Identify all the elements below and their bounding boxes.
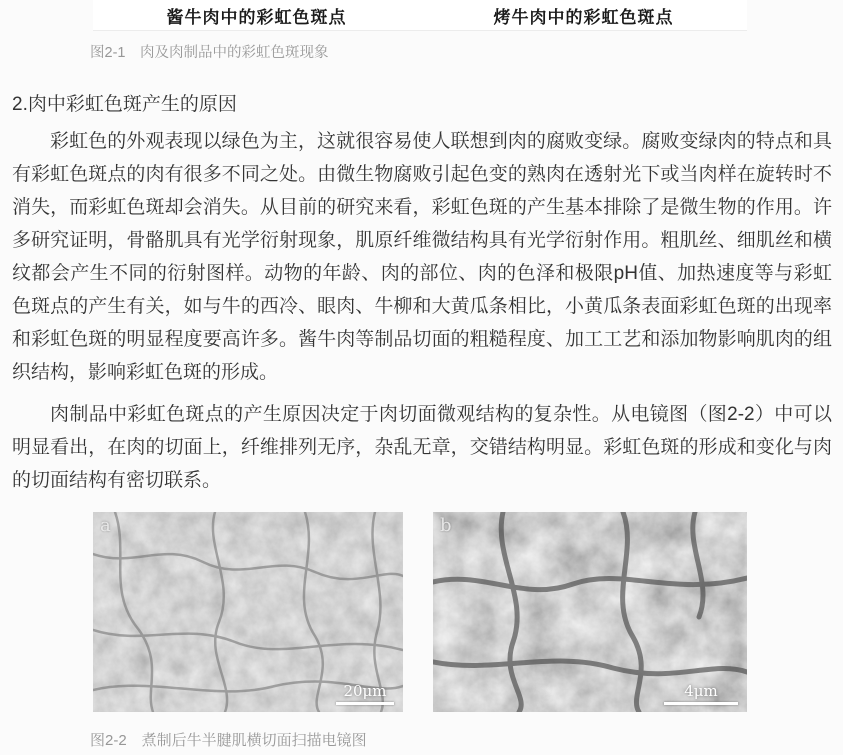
figure-2-2 [93,512,747,712]
figure-2-1-right-panel [420,0,747,30]
sem-image-a [93,512,403,712]
scale-indicator-a [336,683,394,705]
sem-image-b [433,512,747,712]
paragraph-1: 彩虹色的外观表现以绿色为主，这就很容易使人联想到肉的腐败变绿。腐败变绿肉的特点和具有彩虹色斑点的肉有很多不同之处。由微生物腐败引起色变的熟肉在透射光下或当肉样在旋转时不消失，而彩虹色斑却会消失。从目前的研究来看，彩虹色斑的产生基本排除了是微生物的作用。许多研究证明，骨骼肌具有光学衍射现象，肌原纤维微结构具有光学衍射作用。粗肌丝、细肌丝和横纹都会产生不同的衍射图样。动物的年龄、肉的部位、肉的色泽和极限pH值、加热速度等与彩虹色斑点的产生有关，如与牛的西冷、眼肉、牛柳和大黄瓜条相比，小黄瓜条表面彩虹色斑的出现率和彩虹色斑的明显程度要高许多。酱牛肉等制品切面的粗糙程度、加工工艺和添加物影响肌肉的组织结构，影响彩虹色斑的形成。 [12,131,832,383]
sem-panel-letter-b: b [440,515,452,536]
figure-2-2-caption: 图2-2 煮制后牛半腱肌横切面扫描电镜图 [90,732,367,749]
figure-2-1-photo-strip [93,0,747,31]
paragraph-2: 肉制品中彩虹色斑点的产生原因决定于肉切面微观结构的复杂性。从电镜图（图2-2）中可以明显看出，在肉的切面上，纤维排列无序，杂乱无章，交错结构明显。彩虹色斑的形成和变化与肉的切面结构有密切联系。 [12,404,832,491]
figure-2-1-caption: 图2-1 肉及肉制品中的彩虹色斑现象 [90,45,329,61]
scale-indicator-b [664,683,738,705]
scale-bar-b [664,702,738,705]
scale-bar-a [336,702,394,705]
section-heading: 2.肉中彩虹色斑产生的原因 [12,94,237,115]
scale-text-b: 4μm [684,682,718,700]
figure-2-1-right-label: 烤牛肉中的彩虹色斑点 [493,7,674,27]
sem-panel-letter-a: a [100,515,111,536]
figure-2-1-left-panel [93,0,420,30]
section-body [12,88,832,497]
figure-2-1-left-label: 酱牛肉中的彩虹色斑点 [166,7,347,27]
scale-text-a: 20μm [343,682,387,700]
